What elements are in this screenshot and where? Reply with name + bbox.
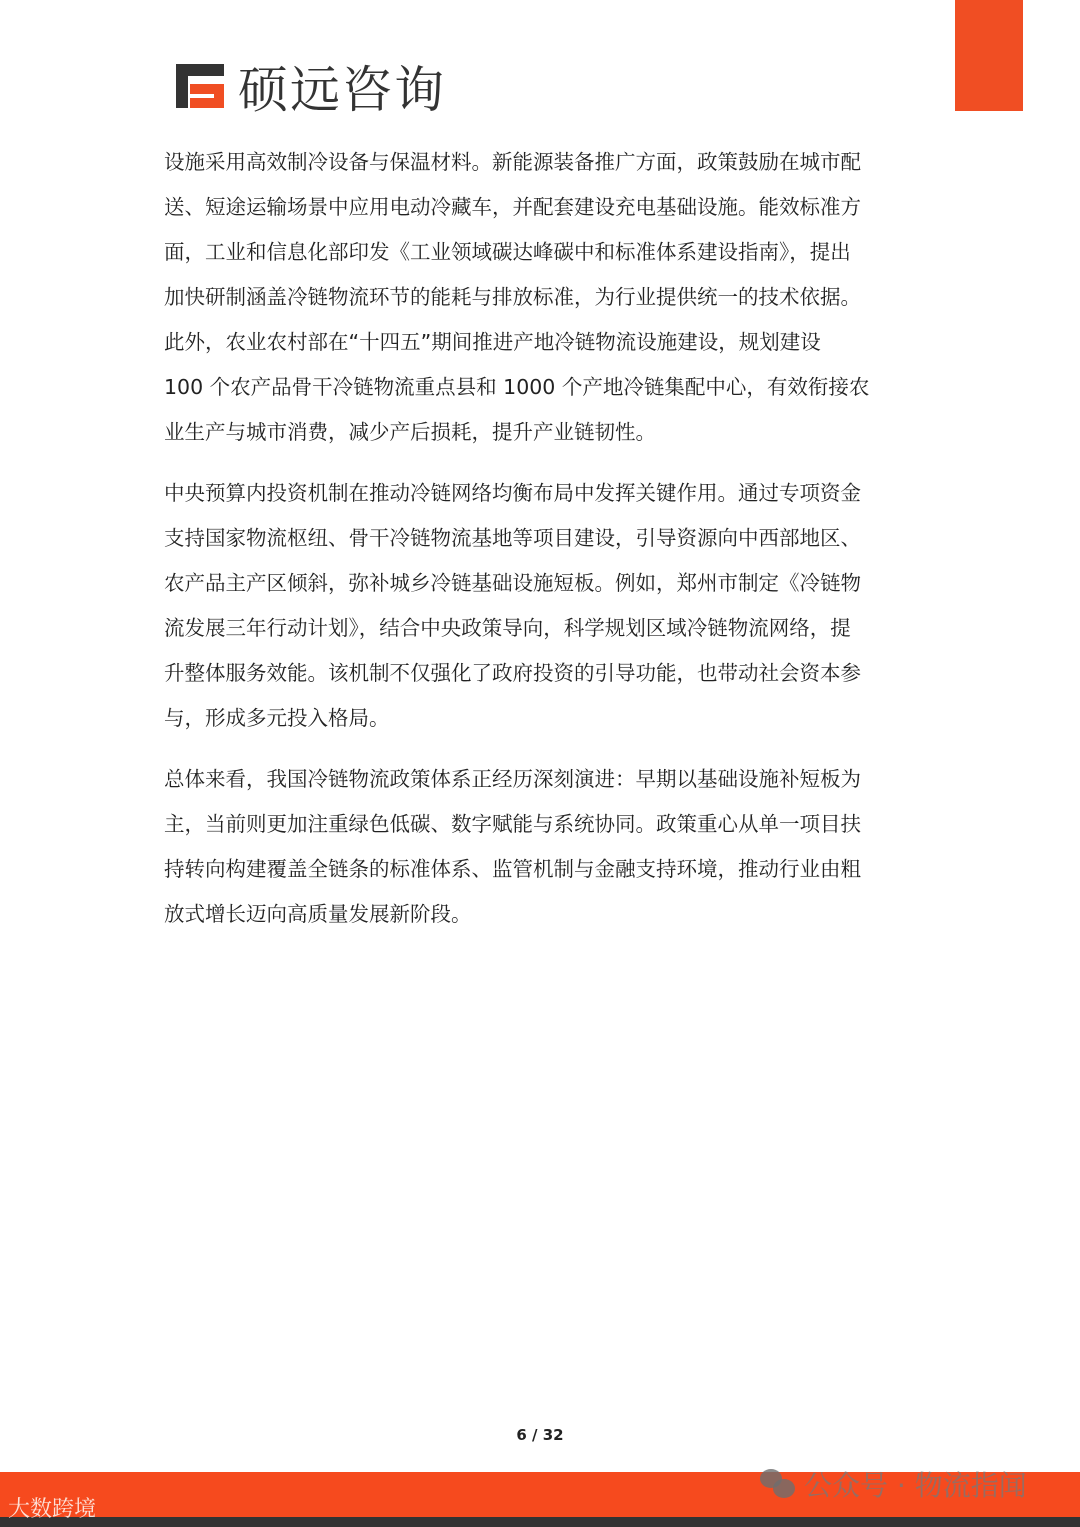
page-indicator: 6 / 32	[516, 1426, 564, 1444]
text-line: 面，工业和信息化部印发《工业领域碳达峰碳中和标准体系建设指南》，提出	[164, 240, 851, 264]
watermark-left: 大数跨境	[8, 1497, 97, 1522]
brand-name: 硕远咨询	[238, 61, 446, 119]
text-line: 中央预算内投资机制在推动冷链网络均衡布局中发挥关键作用。通过专项资金	[164, 481, 861, 505]
text-line: 放式增长迈向高质量发展新阶段。	[164, 902, 472, 926]
text-line: 加快研制涵盖冷链物流环节的能耗与排放标准，为行业提供统一的技术依据。	[164, 285, 861, 309]
logo-mark-icon	[176, 64, 226, 108]
footer-dark-strip	[0, 1517, 1080, 1527]
document-body	[164, 140, 909, 953]
text-line: 此外，农业农村部在“十四五”期间推进产地冷链物流设施建设，规划建设	[164, 330, 821, 354]
text-line: 业生产与城市消费，减少产后损耗，提升产业链韧性。	[164, 420, 656, 444]
text-line: 送、短途运输场景中应用电动冷藏车，并配套建设充电基础设施。能效标准方	[164, 195, 861, 219]
text-line: 流发展三年行动计划》，结合中央政策导向，科学规划区域冷链物流网络，提	[164, 616, 851, 640]
text-line: 设施采用高效制冷设备与保温材料。新能源装备推广方面，政策鼓励在城市配	[164, 150, 861, 174]
wechat-icon	[760, 1469, 796, 1499]
text-line: 与，形成多元投入格局。	[164, 706, 390, 730]
paragraph	[164, 471, 909, 741]
corner-accent-block	[955, 0, 1023, 111]
text-line: 总体来看，我国冷链物流政策体系正经历深刻演进：早期以基础设施补短板为	[164, 767, 861, 791]
watermark-right-text: 公众号 · 物流指闻	[804, 1469, 1027, 1502]
text-line: 主，当前则更加注重绿色低碳、数字赋能与系统协同。政策重心从单一项目扶	[164, 812, 861, 836]
text-line: 100 个农产品骨干冷链物流重点县和 1000 个产地冷链集配中心，有效衔接农	[164, 375, 870, 399]
watermark-right	[760, 1464, 1027, 1504]
paragraph	[164, 140, 909, 455]
text-line: 升整体服务效能。该机制不仅强化了政府投资的引导功能，也带动社会资本参	[164, 661, 861, 685]
text-line: 农产品主产区倾斜，弥补城乡冷链基础设施短板。例如，郑州市制定《冷链物	[164, 571, 861, 595]
paragraph	[164, 757, 909, 937]
text-line: 持转向构建覆盖全链条的标准体系、监管机制与金融支持环境，推动行业由粗	[164, 857, 861, 881]
brand-logo	[176, 58, 446, 119]
text-line: 支持国家物流枢纽、骨干冷链物流基地等项目建设，引导资源向中西部地区、	[164, 526, 861, 550]
